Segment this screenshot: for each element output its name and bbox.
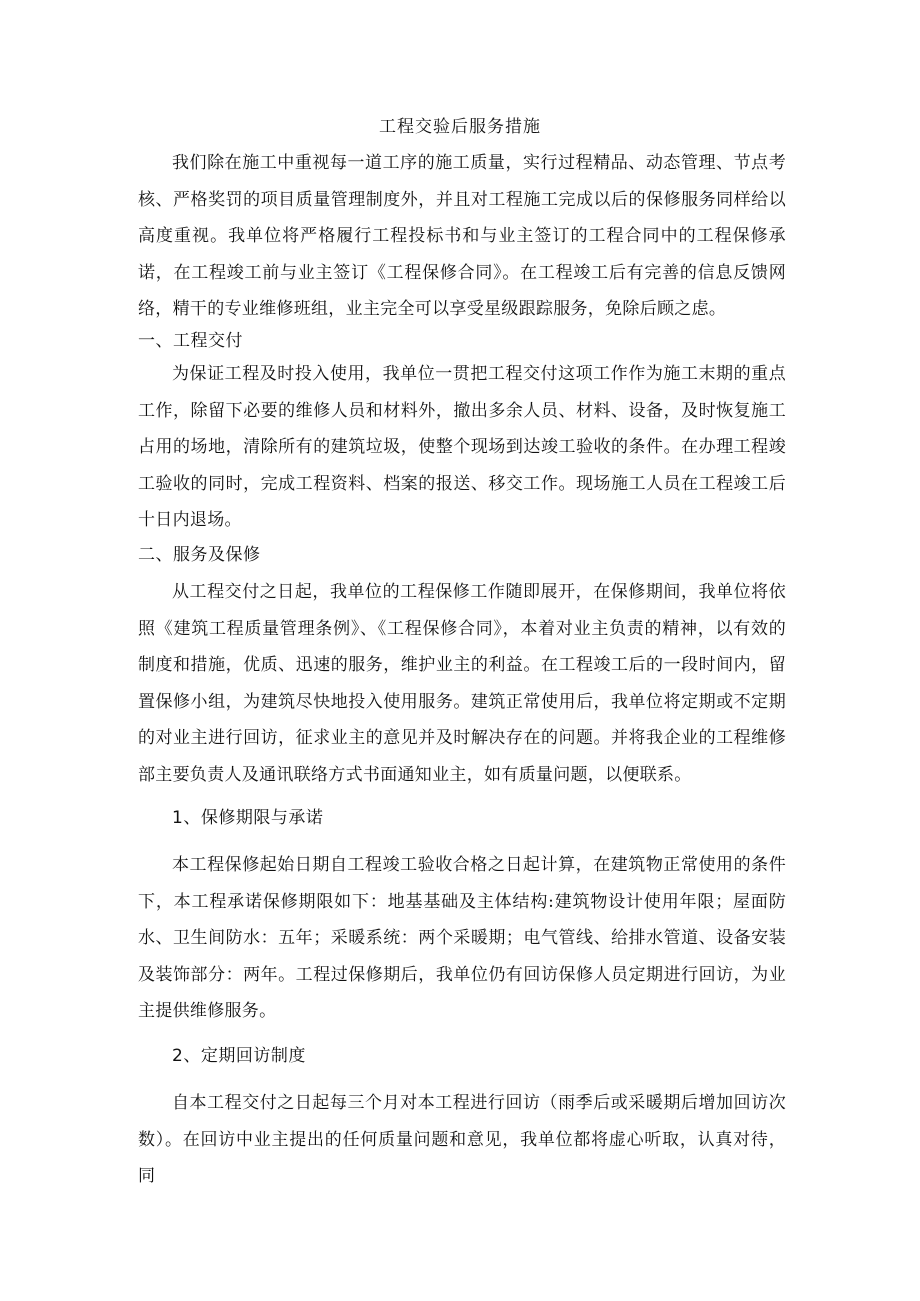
delivery-paragraph: 为保证工程及时投入使用，我单位一贯把工程交付这项工作作为施工末期的重点工作，除留下必要的维修人员和材料外，撤出多余人员、材料、设备，及时恢复施工占用的场地，清除所有的建筑垃圾，使整个现场到达竣工验收的条件。在办理工程竣工验收的同时，完成工程资料、档案的报送、移交工作。现场施工人员在工程竣工后十日内退场。	[138, 364, 786, 530]
intro-paragraph: 我们除在施工中重视每一道工序的施工质量，实行过程精品、动态管理、节点考核、严格奖罚的项目质量管理制度外，并且对工程施工完成以后的保修服务同样给以高度重视。我单位将严格履行工程投标书和与业主签订的工程合同中的工程保修承诺，在工程竣工前与业主签订《工程保修合同》。在工程竣工后有完善的信息反馈网络，精干的专业维修班组，业主完全可以享受星级跟踪服务，免除后顾之虑。	[138, 153, 786, 319]
warranty-paragraph: 本工程保修起始日期自工程竣工验收合格之日起计算，在建筑物正常使用的条件下，本工程承诺保修期限如下：地基基础及主体结构:建筑物设计使用年限；屋面防水、卫生间防水：五年；采暖系统：两个采暖期；电气管线、给排水管道、设备安装及装饰部分：两年。工程过保修期后，我单位仍有回访保修人员定期进行回访，为业主提供维修服务。	[138, 855, 786, 1021]
subheading-regular-visit: 2、定期回访制度	[172, 1046, 306, 1066]
service-paragraph: 从工程交付之日起，我单位的工程保修工作随即展开，在保修期间，我单位将依照《建筑工程质量管理条例》、《工程保修合同》，本着对业主负责的精神，以有效的制度和措施，优质、迅速的服务，维护业主的利益。在工程竣工后的一段时间内，留置保修小组，为建筑尽快地投入使用服务。建筑正常使用后，我单位将定期或不定期的对业主进行回访，征求业主的意见并及时解决存在的问题。并将我企业的工程维修部主要负责人及通讯联络方式书面通知业主，如有质量问题，以便联系。	[138, 582, 786, 785]
subheading-warranty-period: 1、保修期限与承诺	[172, 808, 324, 828]
document-title: 工程交验后服务措施	[379, 117, 541, 137]
regular-visit-paragraph: 自本工程交付之日起每三个月对本工程进行回访（雨季后或采暖期后增加回访次数）。在回访中业主提出的任何质量问题和意见，我单位都将虚心听取，认真对待，同	[138, 1093, 786, 1186]
section-heading-service: 二、服务及保修	[138, 545, 261, 565]
section-heading-delivery: 一、工程交付	[138, 331, 243, 351]
